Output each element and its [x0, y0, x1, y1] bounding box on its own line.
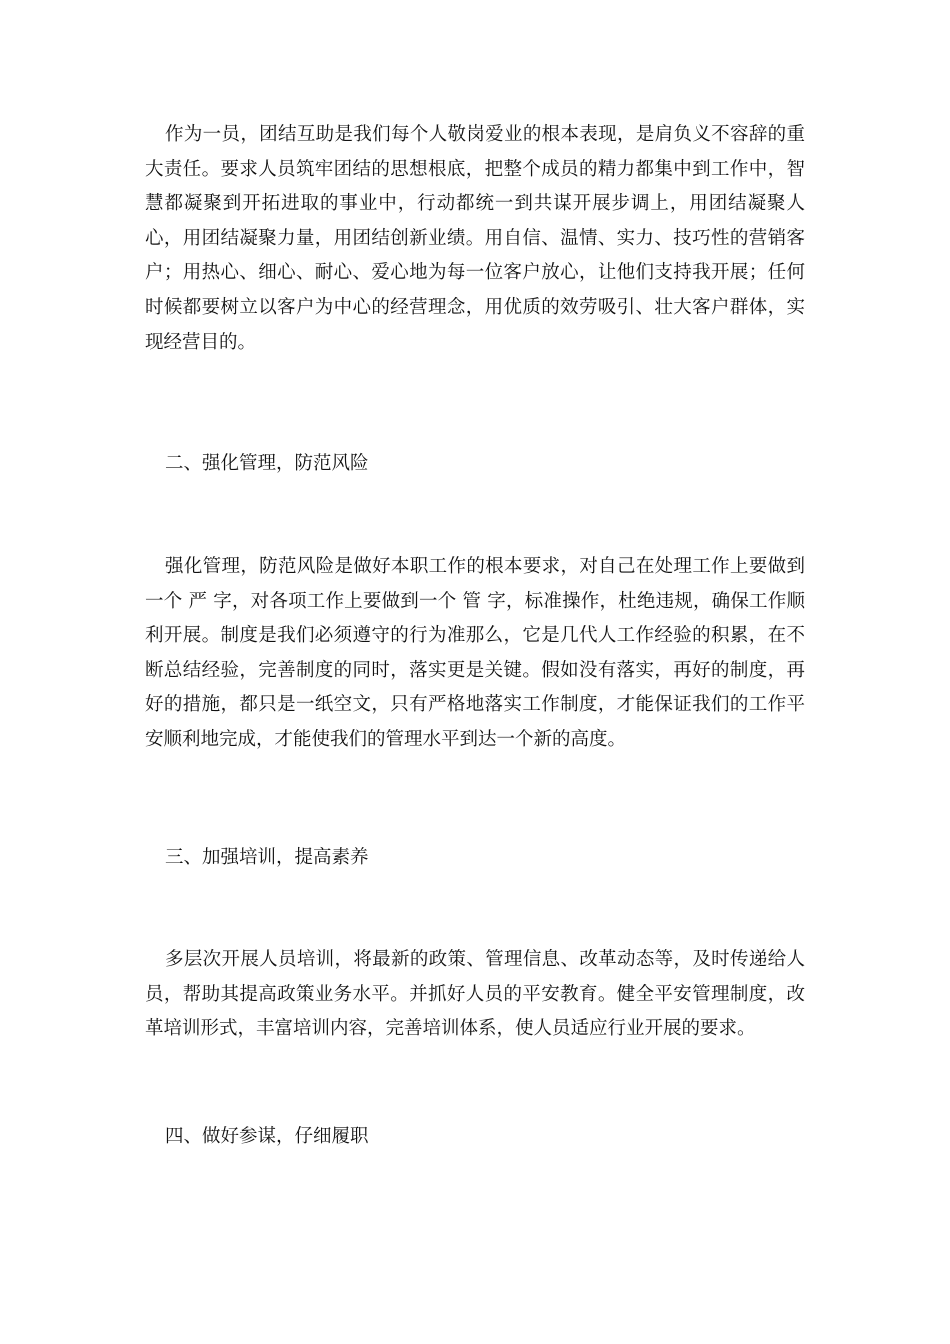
paragraph-management: 强化管理，防范风险是做好本职工作的根本要求，对自己在处理工作上要做到一个 严 字，对各项工作上要做到一个 管 字，标准操作，杜绝违规，确保工作顺利开展。制度是我们必须遵守的行为准那么，它是几代人工作经验的积累，在不断总结经验，完善制度的同时，落实更是关键。假如没有落实，再好的制度，再好的措施，都只是一纸空文，只有严格地落实工作制度，才能保证我们的工作平安顺利地完成，才能使我们的管理水平到达一个新的高度。	[145, 556, 805, 750]
section-heading-management: 二、强化管理，防范风险	[165, 453, 369, 474]
section-heading-advisory: 四、做好参谋，仔细履职	[165, 1126, 369, 1147]
section-heading-training: 三、加强培训，提高素养	[165, 847, 369, 868]
paragraph-training: 多层次开展人员培训，将最新的政策、管理信息、改革动态等，及时传递给人员，帮助其提高政策业务水平。并抓好人员的平安教育。健全平安管理制度，改革培训形式，丰富培训内容，完善培训体系，使人员适应行业开展的要求。	[145, 949, 805, 1040]
paragraph-unity: 作为一员，团结互助是我们每个人敬岗爱业的根本表现，是肩负义不容辞的重大责任。要求人员筑牢团结的思想根底，把整个成员的精力都集中到工作中，智慧都凝聚到开拓进取的事业中，行动都统一到共谋开展步调上，用团结凝聚人心，用团结凝聚力量，用团结创新业绩。用自信、温情、实力、技巧性的营销客户；用热心、细心、耐心、爱心地为每一位客户放心，让他们支持我开展；任何时候都要树立以客户为中心的经营理念，用优质的效劳吸引、壮大客户群体，实现经营目的。	[145, 124, 805, 353]
